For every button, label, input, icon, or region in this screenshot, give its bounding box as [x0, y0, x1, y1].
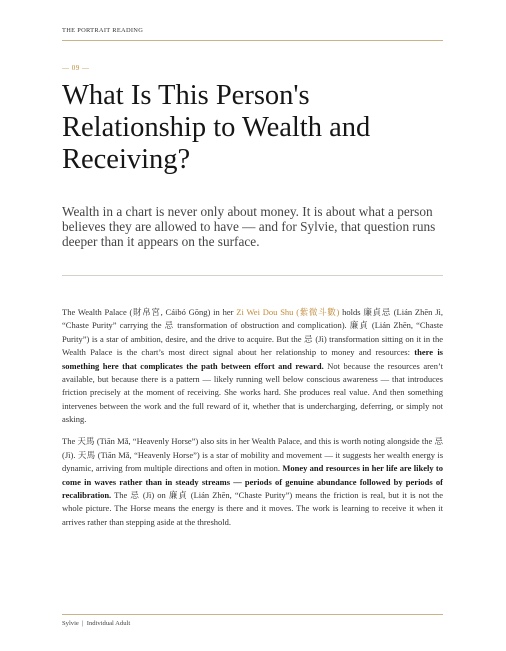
section-divider — [62, 275, 443, 276]
emphasis-text: Money and resources in her life are likely to come in waves rather than in steady streams — periods of genuine abundance followed by periods of recalibration. — [62, 463, 444, 501]
paragraph-heavenly-horse — [62, 435, 443, 529]
running-header: THE PORTRAIT READING — [62, 27, 144, 34]
footer-name: Sylvie — [62, 620, 79, 627]
emphasis-text: there is something here that complicates the path between effort and reward. — [62, 347, 443, 371]
highlight-term: Zi Wei Dou Shu (紫微斗數) — [236, 307, 340, 317]
page-footer — [62, 620, 130, 627]
footer-type: Individual Adult — [86, 620, 131, 627]
text-run: Not because the resources aren’t available, but because there is a pattern — likely running well below conscious awareness — that introduces friction precisely at the moment of receiving. She works hard. She produces real value. And then something intervenes between the work and the full reward of it, whether that is undercharging, deferring, or simply not asking. — [62, 360, 443, 425]
text-run: holds 廉貞忌 (Lián Zhēn Jì, “Chaste Purity” carrying the 忌 transformation of obstruction and complication). 廉貞 (Lián Zhēn, “Chaste Purity”) is a star of ambition, desire, and the drive to acquire. But the 忌 (Jì) transformation sitting on it in the Wealth Palace is the chart’s most direct signal about her relationship to money and resources: — [62, 307, 443, 358]
section-number: — 09 — — [62, 64, 90, 72]
body-text — [62, 306, 443, 538]
footer-separator: | — [82, 620, 84, 627]
page-subtitle: Wealth in a chart is never only about money. It is about what a person believes they are allowed to have — and for Sylvie, that question runs deeper than it appears on the surface. — [62, 204, 436, 249]
page-title: What Is This Person's Relationship to Wealth and Receiving? — [62, 80, 371, 175]
text-run: The Wealth Palace (財帛宮, Cáibó Gōng) in her — [62, 307, 237, 317]
text-run: The 忌 (Jì) on 廉貞 (Lián Zhēn, “Chaste Purity”) means the friction is real, but it is not the whole picture. The Horse means the energy is there and it moves. The work is learning to receive it when it arrives rather than stepping aside at the threshold. — [62, 490, 443, 527]
text-run: The 天馬 (Tiān Mǎ, “Heavenly Horse”) also sits in her Wealth Palace, and this is worth noting alongside the 忌 (Jì). 天馬 (Tiān Mǎ, “Heavenly Horse”) is a star of mobility and movement — it suggests her wealth energy is dynamic, arriving from multiple directions and often in motion. — [62, 436, 443, 474]
header-divider — [62, 40, 443, 41]
paragraph-wealth-palace — [62, 306, 443, 427]
footer-divider — [62, 614, 443, 615]
